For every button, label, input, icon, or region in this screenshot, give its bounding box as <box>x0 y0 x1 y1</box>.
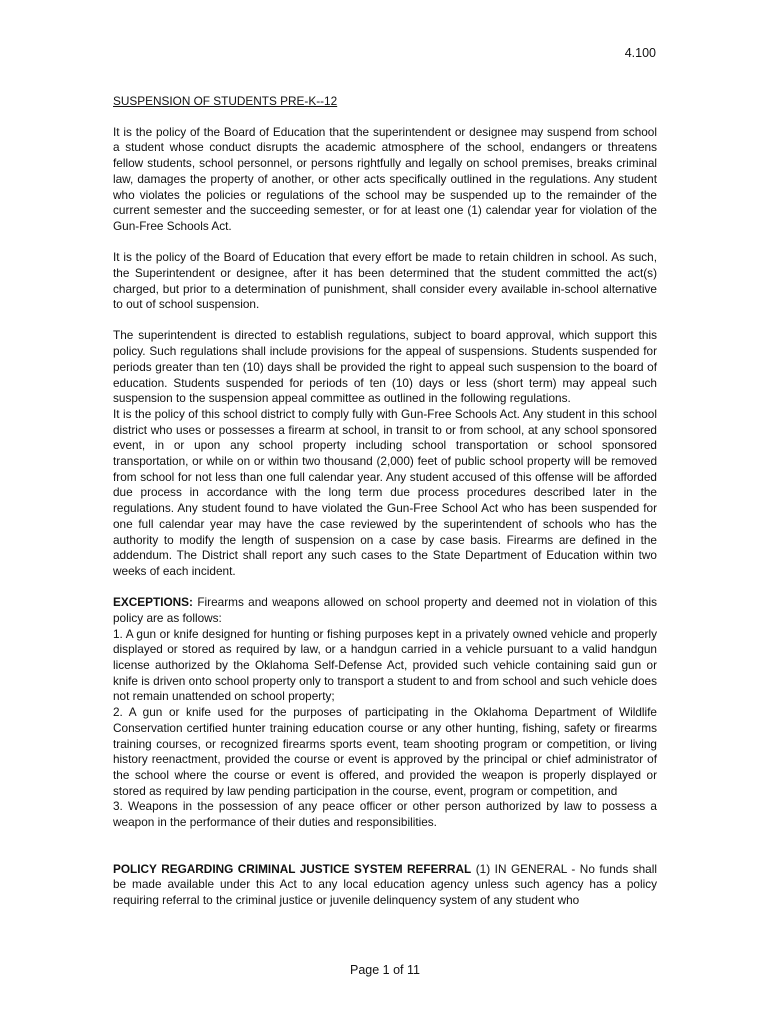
policy-paragraph-2: It is the policy of the Board of Education that every effort be made to retain children in school. As such, the Superintendent or designee, after it has been determined that the student committed the act(s) charged, but prior to a determination of punishment, shall consider every available in-school alternative to out of school suspension. <box>113 250 657 312</box>
exception-item-2: 2. A gun or knife used for the purposes of participating in the Oklahoma Department of Wildlife Conservation certified hunter training education course or any other hunting, fishing, safety or firearms training courses, or recognized firearms sports event, team shooting program or competition, or living history reenactment, provided the course or event is approved by the principal or chief administrator of the school where the course or event is offered, and provided the weapon is properly displayed or stored as required by law pending participation in the course, event, program or competition, and <box>113 705 657 798</box>
exceptions-intro <box>113 595 657 626</box>
exceptions-label: EXCEPTIONS: <box>113 595 193 610</box>
policy-paragraph-4: It is the policy of this school district to comply fully with Gun-Free Schools Act. Any student in this school district who uses or possesses a firearm at school, in transit to or from school, at any school sponsored event, in or upon any school property including school transportation or school sponsored transportation, or while on or within two thousand (2,000) feet of public school property will be removed from school for not less than one full calendar year. Any student accused of this offense will be afforded due process in accordance with the long term due process procedures described later in the regulations. Any student found to have violated the Gun-Free School Act who has been suspended for one full calendar year may have the case reviewed by the superintendent of schools who has the authority to modify the length of suspension on a case by case basis. Firearms are defined in the addendum. The District shall report any such cases to the State Department of Education within two weeks of each incident. <box>113 406 657 578</box>
exceptions-intro-text: Firearms and weapons allowed on school property and deemed not in violation of this policy are as follows: <box>113 595 657 625</box>
exception-item-3: 3. Weapons in the possession of any peace officer or other person authorized by law to possess a weapon in the performance of their duties and responsibilities. <box>113 799 657 830</box>
document-title: SUSPENSION OF STUDENTS PRE-K--12 <box>113 94 338 108</box>
exceptions-section <box>113 595 657 831</box>
referral-label: POLICY REGARDING CRIMINAL JUSTICE SYSTEM REFERRAL <box>113 861 472 876</box>
page-footer: Page 1 of 11 <box>350 963 420 977</box>
document-body <box>113 94 657 924</box>
referral-paragraph <box>113 862 657 909</box>
referral-text: (1) IN GENERAL - No funds shall be made available under this Act to any local education agency unless such agency has a policy requiring referral to the criminal justice or juvenile delinquency system of any student who <box>113 861 657 908</box>
policy-paragraph-3: The superintendent is directed to establish regulations, subject to board approval, which support this policy. Such regulations shall include provisions for the appeal of suspensions. Students suspended for periods greater than ten (10) days shall be provided the right to appeal such suspension to the board of education. Students suspended for periods of ten (10) days or less (short term) may appeal such suspension to the suspension appeal committee as outlined in the following regulations. <box>113 328 657 406</box>
policy-paragraph-1: It is the policy of the Board of Education that the superintendent or designee may suspend from school a student whose conduct disrupts the academic atmosphere of the school, endangers or threatens fellow students, school personnel, or persons rightfully and legally on school premises, breaks criminal law, damages the property of another, or other acts specifically outlined in the regulations. Any student who violates the policies or regulations of the school may be suspended up to the remainder of the current semester and the succeeding semester, or for at least one (1) calendar year for violation of the Gun-Free Schools Act. <box>113 124 657 233</box>
section-number: 4.100 <box>624 46 656 60</box>
exception-item-1: 1. A gun or knife designed for hunting or fishing purposes kept in a privately owned vehicle and properly displayed or stored as required by law, or a handgun carried in a vehicle pursuant to a valid handgun license authorized by the Oklahoma Self-Defense Act, provided such vehicle containing said gun or knife is driven onto school property only to transport a student to and from school and such vehicle does not remain unattended on school property; <box>113 626 657 704</box>
